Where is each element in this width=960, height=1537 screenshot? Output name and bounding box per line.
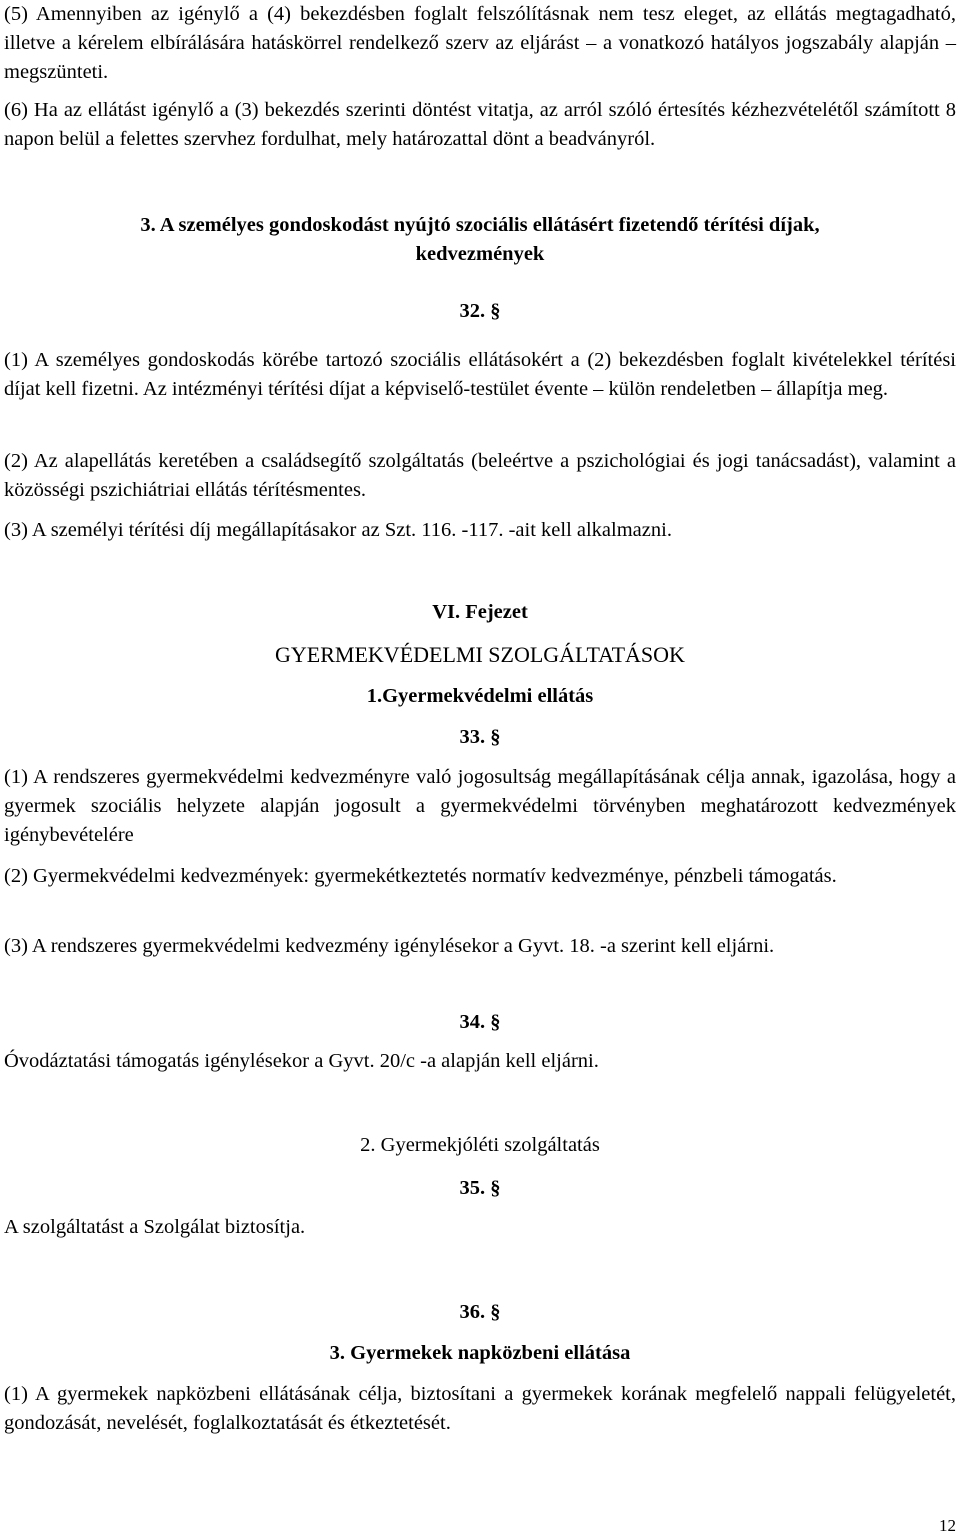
section-number: 36.: [459, 1301, 486, 1323]
paragraph-34: Óvodáztatási támogatás igénylésekor a Gyvt. 20/c -a alapján kell eljárni.: [4, 1050, 599, 1072]
section-sign-icon: §: [490, 726, 501, 748]
paragraph-33-2: (2) Gyermekvédelmi kedvezmények: gyermekétkeztetés normatív kedvezménye, pénzbeli támogatás.: [4, 865, 837, 887]
page-number: 12: [939, 1516, 956, 1535]
paragraph-33-3: (3) A rendszeres gyermekvédelmi kedvezmény igénylésekor a Gyvt. 18. -a szerint kell eljárni.: [4, 935, 775, 957]
section-number: 33.: [459, 726, 486, 748]
section-number-35: [0, 1174, 960, 1203]
paragraph-36-1: (1) A gyermekek napközbeni ellátásának célja, biztosítani a gyermekek korának megfelelő nappali felügyeletét, gondozását, nevelését, foglalkoztatását és étkeztetését.: [4, 1383, 956, 1434]
subheading-2: 2. Gyermekjóléti szolgáltatás: [360, 1134, 600, 1156]
section-number-32: [0, 297, 960, 326]
section-sign-icon: §: [490, 1177, 501, 1199]
section-sign-icon: §: [490, 1301, 501, 1323]
section-number-33: [0, 723, 960, 752]
subheading-3: 3. Gyermekek napközbeni ellátása: [329, 1342, 631, 1364]
section-sign-icon: §: [490, 1011, 501, 1033]
paragraph-32-3: (3) A személyi térítési díj megállapításakor az Szt. 116. -117. -ait kell alkalmazni.: [4, 519, 672, 541]
section-sign-icon: §: [490, 300, 501, 322]
paragraph-5: (5) Amennyiben az igénylő a (4) bekezdésben foglalt felszólításnak nem tesz eleget, az ellátás megtagadható, illetve a kérelem elbírálására hatáskörrel rendelkező szerv az eljárást – a vonatkozó hatályos jogszabály alapján – megszünteti.: [4, 3, 956, 83]
paragraph-32-2: (2) Az alapellátás keretében a családsegítő szolgáltatás (beleértve a pszichológiai és jogi tanácsadást), valamint a közösségi pszichiátriai ellátás térítésmentes.: [4, 450, 956, 501]
subheading-1: 1.Gyermekvédelmi ellátás: [366, 685, 594, 707]
section-number: 35.: [459, 1177, 486, 1199]
section-number-34: [0, 1008, 960, 1037]
paragraph-32-1: (1) A személyes gondoskodás körébe tartozó szociális ellátásokért a (2) bekezdésben foglalt kivételekkel térítési díjat kell fizetni. Az intézményi térítési díjat a képviselő-testület évente – külön rendeletben – állapítja meg.: [4, 349, 956, 400]
section-number: 32.: [459, 300, 486, 322]
paragraph-35: A szolgáltatást a Szolgálat biztosítja.: [4, 1216, 306, 1238]
section-number: 34.: [459, 1011, 486, 1033]
section-heading-3-line2: kedvezmények: [415, 243, 545, 265]
chapter-title: GYERMEKVÉDELMI SZOLGÁLTATÁSOK: [275, 642, 685, 667]
section-heading-3: [0, 211, 960, 269]
chapter-number: VI. Fejezet: [432, 601, 528, 623]
paragraph-6: (6) Ha az ellátást igénylő a (3) bekezdés szerinti döntést vitatja, az arról szóló értesítés kézhezvételétől számított 8 napon belül a felettes szervhez fordulhat, mely határozattal dönt a beadványról.: [4, 99, 956, 150]
section-number-36: [0, 1298, 960, 1327]
paragraph-33-1: (1) A rendszeres gyermekvédelmi kedvezményre való jogosultság megállapításának célja annak, igazolása, hogy a gyermek szociális helyzete alapján jogosult a gyermekvédelmi törvényben meghatározott kedvezmények igénybevételére: [4, 766, 956, 846]
section-heading-3-line1: 3. A személyes gondoskodást nyújtó szociális ellátásért fizetendő térítési díjak,: [140, 214, 820, 236]
